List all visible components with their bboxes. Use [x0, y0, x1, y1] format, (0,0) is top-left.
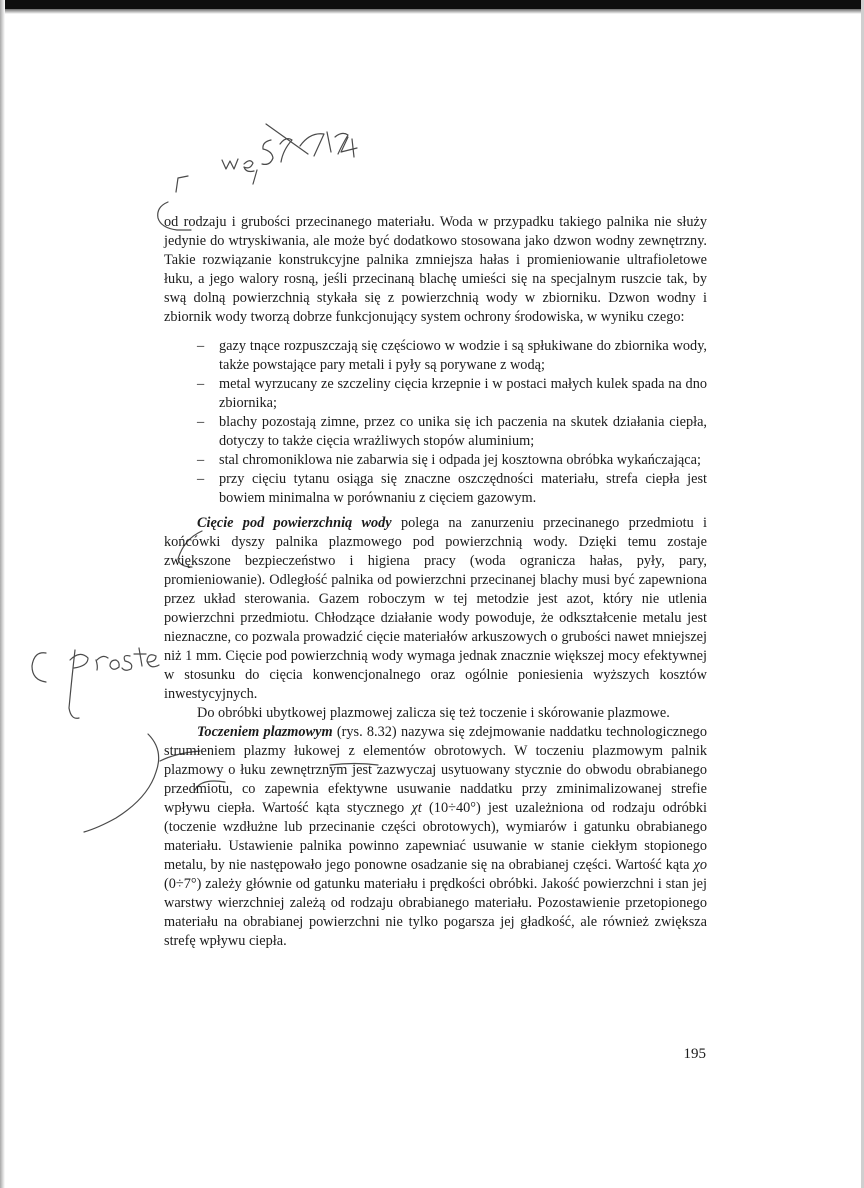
list-item: – przy cięciu tytanu osiąga się znaczne oszczędności materiału, strefa ciepła jest bowiem minimalna w porównaniu z cięciem gazowym. [219, 470, 707, 508]
page-body [164, 213, 707, 951]
paragraph-underwater-cutting-text: polega na zanurzeniu przecinanego przedmiotu i końcówki dyszy palnika plazmowego pod powierzchnią wody. Dzięki temu zostaje zwiększone bezpieczeństwo i higiena pracy (woda ogranicza hałas, pyły, pary, promieniowanie). Odległość palnika od powierzchni przecinanej blachy musi być zapewniona przez układ sterowania. Gazem roboczym w tej metodzie jest azot, który nie utlenia powierzchni przedmiotu. Chłodzące działanie wody powoduje, że odkształcenie metalu jest nieznaczne, co pozwala prowadzić cięcie materiałów arkuszowych o grubości nawet mniejszej niż 1 mm. Cięcie pod powierzchnią wody wymaga jednak znacznie większej mocy efektywnej w stosunku do cięcia konwencjonalnego oraz ogólnie poniesienia wyższych kosztów inwestycyjnych. [164, 515, 707, 702]
paragraph-plasma-turning-text-b: (10÷40°) jest uzależniona od rodzaju odróbki (toczenie wzdłużne lub przecinanie części obrotowych), wymiarów i gatunku obrabianego materiału. Ustawienie palnika powinno zapewniać usuwanie w stanie ciekłym stopionego metalu, by nie następowało jego ponowne osadzanie się na obrabianej części. Wartość kąta [164, 800, 707, 873]
handwritten-bracket-lower [84, 734, 159, 832]
paragraph-plasma-turning-text-c: (0÷7°) zależy głównie od gatunku materiału i prędkości obróbki. Jakość powierzchni i stan jej warstwy wierzchniej zależą od rodzaju obrabianego materiału. Pozostawienie przetopionego materiału na obrabianej powierzchni nie tylko pogarsza jej gładkość, ale również zwiększa strefę wpływu ciepła. [164, 876, 707, 949]
paragraph-plasma-turning [164, 723, 707, 951]
symbol-chi-t: χt [411, 800, 422, 816]
symbol-chi-o: χo [693, 857, 707, 873]
benefits-list [164, 337, 707, 508]
term-underwater-cutting: Cięcie pod powierzchnią wody [197, 515, 392, 531]
list-item: – blachy pozostają zimne, przez co unika się ich paczenia na skutek działania ciepła, dotyczy to także cięcia wrażliwych stopów aluminium; [219, 413, 707, 451]
list-item: – metal wyrzucany ze szczeliny cięcia krzepnie i w postaci małych kulek spada na dno zbiornika; [219, 375, 707, 413]
paragraph-plasma-turning-text-a: (rys. 8.32) nazywa się zdejmowanie naddatku technologicznego strumieniem plazmy łukowej z elementów obrotowych. W toczeniu plazmowym palnik plazmowy o łuku zewnętrznym jest zazwyczaj usytuowany stycznie do obwodu obrabianego przedmiotu, co zapewnia efektywne usuwanie naddatku przy zminimalizowanej strefie wpływu ciepła. Wartość kąta stycznego [164, 724, 707, 816]
handwritten-note-top [222, 124, 357, 184]
list-item: – gazy tnące rozpuszczają się częściowo w wodzie i są spłukiwane do zbiornika wody, także powstające pary metali i pyły są porywane z wodą; [219, 337, 707, 375]
paragraph-underwater-cutting [164, 514, 707, 704]
paragraph-plasma-machining: Do obróbki ubytkowej plazmowej zalicza się też toczenie i skórowanie plazmowe. [197, 705, 670, 721]
term-plasma-turning: Toczeniem plazmowym [197, 724, 333, 740]
list-item: – stal chromoniklowa nie zabarwia się i odpada jej kosztowna obróbka wykańczająca; [219, 451, 707, 470]
handwritten-note-margin [32, 648, 159, 718]
paragraph-continuation: od rodzaju i grubości przecinanego materiału. Woda w przypadku takiego palnika nie służy jedynie do wtryskiwania, ale może być dodatkowo stosowana jako dzwon wodny zewnętrzny. Takie rozwiązanie konstrukcyjne palnika zmniejsza hałas i promieniowanie ultrafioletowe łuku, a jego walory rosną, jeśli przecinaną blachę umieści się na specjalnym ruszcie tak, by swą dolną powierzchnią stykała się z powierzchnią wody w zbiorniku. Dzwon wodny i zbiornik wody tworzą dobrze funkcjonujący system ochrony środowiska, w wyniku czego: [164, 214, 707, 325]
page-number: 195 [683, 1046, 706, 1062]
